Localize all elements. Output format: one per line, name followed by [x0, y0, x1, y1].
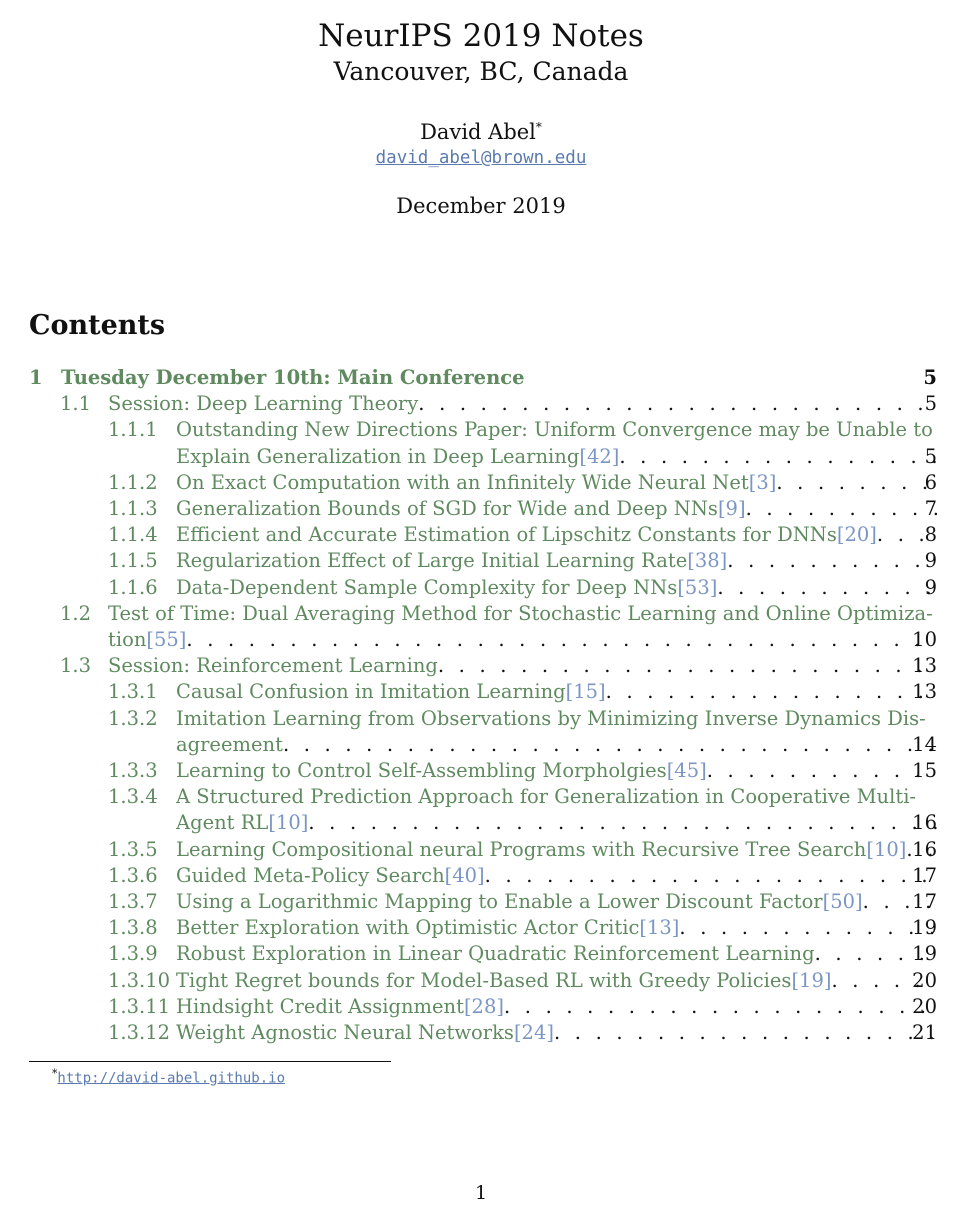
toc-entry-title-line: Session: Reinforcement Learning	[108, 654, 438, 678]
toc-entry-number: 1.3.8	[108, 916, 158, 940]
dot-leader	[746, 496, 937, 522]
toc-entry-page: 8	[924, 523, 937, 547]
citation-link[interactable]: [38]	[687, 549, 728, 573]
toc-entry-title-line: Causal Confusion in Imitation Learning	[176, 680, 566, 704]
toc-entry-number: 1.3.5	[108, 837, 158, 861]
toc-entry-title-line: Regularization Effect of Large Initial Learning Rate	[176, 549, 688, 573]
citation-link[interactable]: [40]	[444, 863, 485, 887]
toc-entry-number: 1.3.7	[108, 890, 158, 914]
toc-entry-page: 10	[912, 628, 937, 652]
toc-entry-title-line: Test of Time: Dual Averaging Method for Stochastic Learning and Online Optimiza-	[108, 601, 933, 625]
toc-entry-page: 7	[924, 497, 937, 521]
dot-leader	[619, 444, 937, 470]
toc-entry-title	[176, 941, 937, 967]
toc-entry-number: 1.3.11	[108, 994, 171, 1018]
toc-entry-title-line: A Structured Prediction Approach for Generalization in Cooperative Multi-	[176, 785, 917, 809]
toc-entry-title-line: Tight Regret bounds for Model-Based RL with Greedy Policies	[176, 968, 792, 992]
toc-entry-title-line: Weight Agnostic Neural Networks	[176, 1021, 514, 1045]
toc-entry-title	[108, 391, 937, 417]
title-block	[0, 18, 962, 219]
toc-entry-page: 13	[912, 654, 937, 678]
dot-leader	[776, 470, 937, 496]
toc-entry-title-line: On Exact Computation with an Infinitely Wide Neural Net	[176, 470, 749, 494]
citation-link[interactable]: [10]	[268, 811, 309, 835]
toc-entry-page: 6	[924, 470, 937, 494]
dot-leader	[606, 679, 937, 705]
toc-entry-title	[176, 915, 937, 941]
toc-entry-page: 20	[912, 968, 937, 992]
toc-entry-title-line: Better Exploration with Optimistic Actor Critic	[176, 916, 640, 940]
toc-entry-title-line: agreement	[176, 732, 283, 756]
toc-entry-page: 5	[924, 444, 937, 468]
toc-entry-title-line: Data-Dependent Sample Complexity for Deep NNs	[176, 575, 678, 599]
toc-entry-page: 19	[912, 916, 937, 940]
toc-entry-title-line: Learning to Control Self-Assembling Morpholgies	[176, 759, 667, 783]
toc-entry-page: 16	[912, 837, 937, 861]
toc-entry-title	[176, 837, 937, 863]
toc-entry-number: 1.3.1	[108, 680, 158, 704]
toc-entry-number: 1.1.3	[108, 497, 158, 521]
citation-link[interactable]: [28]	[463, 994, 504, 1018]
toc-entry-page: 20	[912, 994, 937, 1018]
author-name: David Abel	[420, 120, 536, 144]
citation-link[interactable]: [20]	[836, 523, 877, 547]
author-email-link[interactable]: david_abel@brown.edu	[375, 148, 587, 168]
dot-leader	[186, 627, 937, 653]
footnote-url-link[interactable]: http://david-abel.github.io	[57, 1070, 285, 1087]
dot-leader	[679, 915, 937, 941]
toc-entry[interactable]	[29, 968, 937, 994]
footnote-mark: *	[52, 1067, 58, 1080]
toc-entry-page: 21	[912, 1021, 937, 1045]
toc-entry-title	[176, 575, 937, 601]
toc-entry[interactable]	[29, 470, 937, 496]
toc-entry-title	[61, 365, 937, 391]
toc-entry[interactable]	[29, 706, 937, 758]
toc-entry[interactable]	[29, 601, 937, 653]
toc-entry-title	[176, 679, 937, 705]
toc-entry-title	[176, 470, 937, 496]
document-subtitle: Vancouver, BC, Canada	[333, 57, 629, 86]
toc-entry-title-line: Tuesday December 10th: Main Conference	[61, 366, 525, 389]
dot-leader	[707, 758, 937, 784]
dot-leader	[308, 810, 937, 836]
toc-entry-number: 1.3	[60, 654, 92, 678]
citation-link[interactable]: [45]	[666, 759, 707, 783]
toc-entry[interactable]	[29, 863, 937, 889]
citation-link[interactable]: [19]	[791, 968, 832, 992]
toc-entry[interactable]	[29, 417, 937, 469]
toc-entry-title	[176, 968, 937, 994]
toc-entry-title	[176, 417, 937, 469]
toc-entry[interactable]	[29, 1020, 937, 1046]
toc-entry-title	[176, 496, 937, 522]
toc-entry-title-line: tion	[108, 628, 147, 652]
toc-entry[interactable]	[29, 915, 937, 941]
toc-entry-number: 1.3.6	[108, 863, 158, 887]
toc-entry-page: 9	[924, 549, 937, 573]
dot-leader	[283, 732, 937, 758]
toc-entry-page: 14	[912, 732, 937, 756]
dot-leader	[485, 863, 937, 889]
toc-entry[interactable]	[29, 365, 937, 391]
footnote-rule	[29, 1061, 391, 1062]
toc-entry-title	[176, 522, 937, 548]
toc-entry-title-line: Imitation Learning from Observations by Minimizing Inverse Dynamics Dis-	[176, 706, 926, 730]
toc-entry-number: 1.1.5	[108, 549, 158, 573]
toc-entry-number: 1.3.12	[108, 1021, 171, 1045]
toc-entry-title	[108, 653, 937, 679]
toc-entry-title	[176, 758, 937, 784]
footnote	[52, 1067, 285, 1086]
citation-link[interactable]: [10]	[866, 837, 907, 861]
toc-entry[interactable]	[29, 784, 937, 836]
toc-entry-page: 13	[912, 680, 937, 704]
toc-entry[interactable]	[29, 758, 937, 784]
toc-entry-title-line: Using a Logarithmic Mapping to Enable a Lower Discount Factor	[176, 890, 823, 914]
toc-entry-page: 17	[912, 863, 937, 887]
toc-entry-title	[176, 548, 937, 574]
toc-entry-title-line: Agent RL	[176, 811, 269, 835]
toc-entry-title-line: Explain Generalization in Deep Learning	[176, 444, 580, 468]
toc-entry-title-line: Generalization Bounds of SGD for Wide and Deep NNs	[176, 497, 718, 521]
toc-entry-title-line: Hindsight Credit Assignment	[176, 994, 464, 1018]
toc-entry[interactable]	[29, 837, 937, 863]
citation-link[interactable]: [15]	[565, 680, 606, 704]
citation-link[interactable]: [42]	[579, 444, 620, 468]
toc-entry-page: 9	[924, 575, 937, 599]
toc-entry-number: 1.3.4	[108, 785, 158, 809]
toc-entry-title	[176, 706, 937, 758]
toc-entry-page: 15	[912, 759, 937, 783]
citation-link[interactable]: [55]	[146, 628, 187, 652]
toc-entry-page: 5	[924, 392, 937, 416]
toc-entry[interactable]	[29, 653, 937, 679]
dot-leader	[418, 391, 937, 417]
toc-entry-number: 1.3.10	[108, 968, 171, 992]
toc-entry-number: 1.3.2	[108, 706, 158, 730]
dot-leader	[727, 548, 937, 574]
author-email-line	[0, 145, 962, 171]
toc-entry[interactable]	[29, 522, 937, 548]
toc-entry[interactable]	[29, 575, 937, 601]
toc-entry-number: 1.1	[60, 392, 92, 416]
toc-entry-number: 1.1.4	[108, 523, 158, 547]
citation-link[interactable]: [50]	[822, 890, 863, 914]
toc-entry[interactable]	[29, 548, 937, 574]
toc-entry-page: 16	[912, 811, 937, 835]
toc-entry-title-line: Learning Compositional neural Programs with Recursive Tree Search	[176, 837, 867, 861]
author-footnote-mark[interactable]: *	[535, 120, 542, 134]
toc-entry[interactable]	[29, 994, 937, 1020]
citation-link[interactable]: [53]	[677, 575, 718, 599]
author-line	[0, 114, 962, 145]
toc-entry-title	[176, 994, 937, 1020]
dot-leader	[438, 653, 937, 679]
toc-entry-number: 1.2	[60, 601, 92, 625]
document-date: December 2019	[396, 194, 566, 218]
toc-entry-title	[176, 863, 937, 889]
dot-leader	[504, 994, 937, 1020]
toc-entry-number: 1.1.1	[108, 418, 158, 442]
citation-link[interactable]: [13]	[639, 916, 680, 940]
toc-entry[interactable]	[29, 496, 937, 522]
toc-entry-number: 1.1.2	[108, 470, 158, 494]
document-title: NeurIPS 2019 Notes	[318, 18, 644, 54]
toc-entry-title	[108, 601, 937, 653]
toc-entry-title	[176, 784, 937, 836]
citation-link[interactable]: [24]	[513, 1021, 554, 1045]
toc-entry[interactable]	[29, 391, 937, 417]
page-number: 1	[474, 1182, 488, 1204]
toc-entry-title-line: Guided Meta-Policy Search	[176, 863, 445, 887]
toc-entry-title-line: Session: Deep Learning Theory	[108, 392, 419, 416]
toc-entry-title-line: Efficient and Accurate Estimation of Lipschitz Constants for DNNs	[176, 523, 837, 547]
toc-entry-title-line: Robust Exploration in Linear Quadratic Reinforcement Learning	[176, 942, 815, 966]
citation-link[interactable]: [9]	[717, 497, 746, 521]
table-of-contents	[29, 365, 937, 1046]
contents-heading: Contents	[29, 310, 166, 341]
toc-entry-page: 5	[923, 366, 937, 389]
toc-entry-page: 17	[912, 890, 937, 914]
dot-leader	[554, 1020, 937, 1046]
toc-entry[interactable]	[29, 889, 937, 915]
toc-entry[interactable]	[29, 941, 937, 967]
toc-entry-number: 1.1.6	[108, 575, 158, 599]
toc-entry-number: 1.3.9	[108, 942, 158, 966]
dot-leader	[717, 575, 937, 601]
toc-entry-title	[176, 889, 937, 915]
toc-entry-number: 1	[29, 366, 43, 389]
toc-entry-number: 1.3.3	[108, 759, 158, 783]
toc-entry-title-line: Outstanding New Directions Paper: Uniform Convergence may be Unable to	[176, 418, 933, 442]
toc-entry-title	[176, 1020, 937, 1046]
citation-link[interactable]: [3]	[748, 470, 777, 494]
toc-entry-page: 19	[912, 942, 937, 966]
toc-entry[interactable]	[29, 679, 937, 705]
